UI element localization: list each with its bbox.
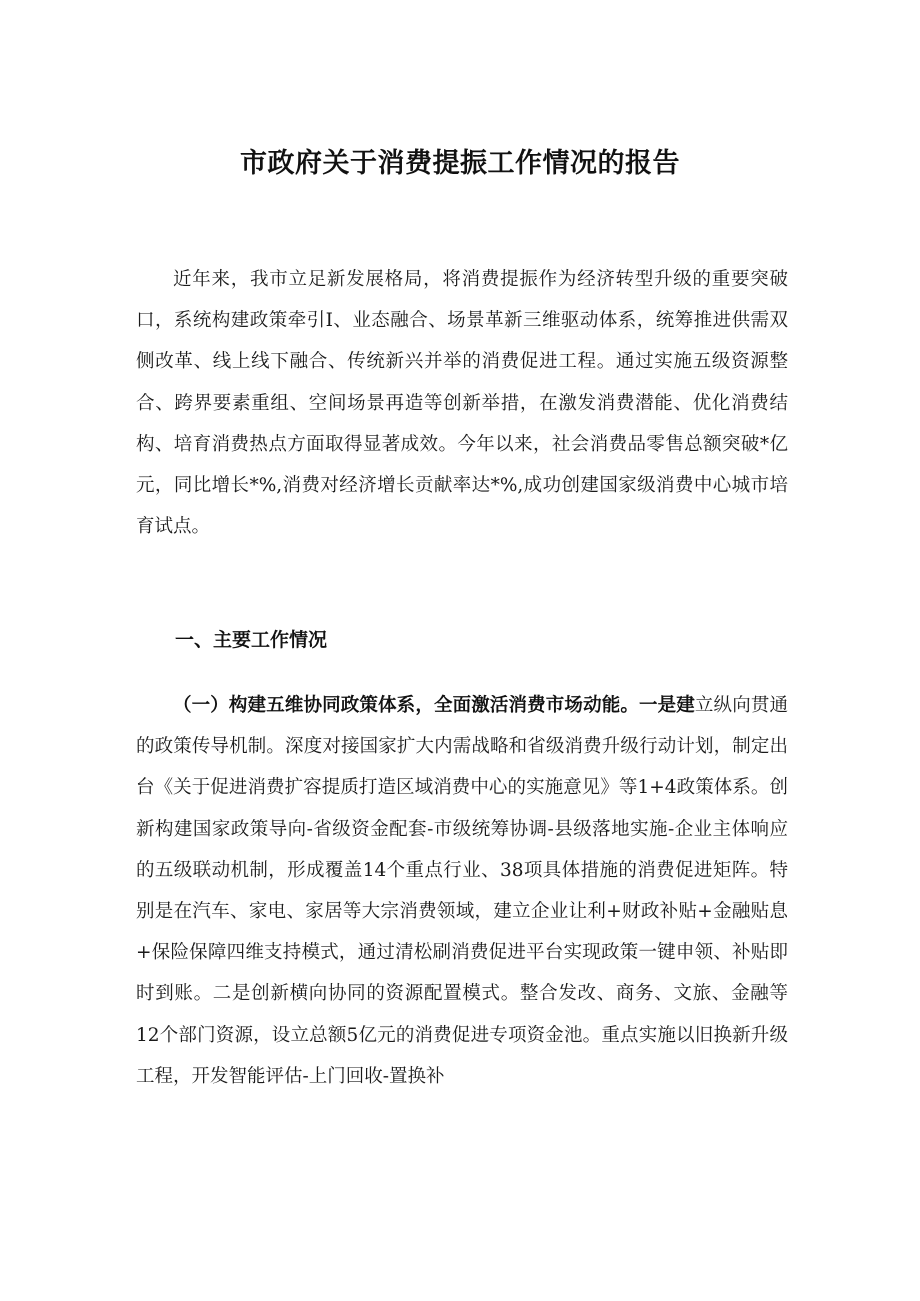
subsection-body: 立纵向贯通的政策传导机制。深度对接国家扩大内需战略和省级消费升级行动计划，制定出台《关于促进消费扩容提质打造区域消费中心的实施意见》等1+4政策体系。创新构建国家政策导向-省级资金配套-市级统筹协调-县级落地实施-企业主体响应的五级联动机制，形成覆盖14个重点行业、38项具体措施的消费促进矩阵。特别是在汽车、家电、家居等大宗消费领域，建立企业让利+财政补贴+金融贴息+保险保障四维支持模式，通过清松刷消费促进平台实现政策一键申领、补贴即时到账。二是创新横向协同的资源配置模式。整合发改、商务、文旅、金融等12个部门资源，设立总额5亿元的消费促进专项资金池。重点实施以旧换新升级工程，开发智能评估-上门回收-置换补 — [136, 695, 788, 1087]
document-title: 市政府关于消费提振工作情况的报告 — [240, 148, 680, 180]
subsection-lead: （一）构建五维协同政策体系，全面激活消费市场动能。一是建 — [173, 695, 695, 716]
intro-paragraph: 近年来，我市立足新发展格局，将消费提振作为经济转型升级的重要突破口，系统构建政策牵引I、业态融合、场景革新三维驱动体系，统筹推进供需双侧改革、线上线下融合、传统新兴并举的消费促进工程。通过实施五级资源整合、跨界要素重组、空间场景再造等创新举措，在激发消费潜能、优化消费结构、培育消费热点方面取得显著成效。今年以来，社会消费品零售总额突破*亿元，同比增长*%,消费对经济增长贡献率达*%,成功创建国家级消费中心城市培育试点。 — [136, 269, 788, 538]
section-heading: 一、主要工作情况 — [175, 629, 328, 651]
subsection-paragraph — [136, 685, 788, 1097]
